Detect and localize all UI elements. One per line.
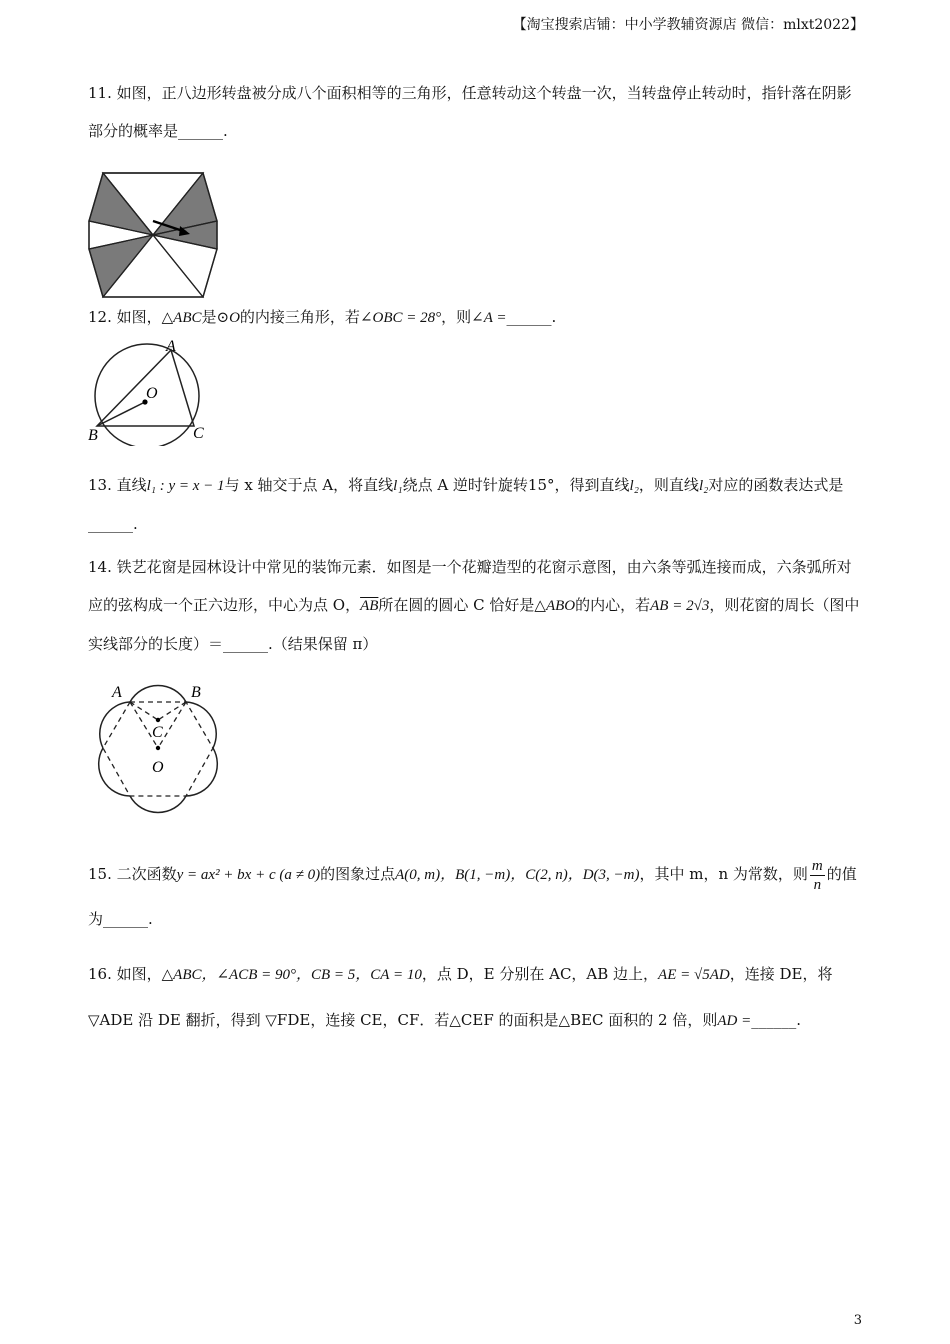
page-number: 3 [853, 1313, 862, 1328]
label-o: O [146, 385, 158, 402]
header-watermark: 【淘宝搜索店铺：中小学教辅资源店 微信：mlxt2022】 [512, 17, 864, 33]
arc-ab: $\overline{AB}$ [360, 598, 379, 614]
label-c: C [193, 425, 204, 442]
question-11 [88, 74, 866, 150]
ae-relation: AE = √5AD [658, 967, 730, 983]
label-c: C [152, 724, 163, 741]
given-points: A(0, m)，B(1, −m)，C(2, n)，D(3, −m) [395, 867, 640, 883]
given-triangle: △ABC，∠ACB = 90°，CB = 5，CA = 10 [161, 967, 422, 983]
question-14: 14. 铁艺花窗是园林设计中常见的装饰元素．如图是一个花瓣造型的花窗示意图，由六条等弧连接而成，六条弧所对应的弦构成一个正六边形，中心为点 O，$\overline{AB}$所在圆的圆心 C 恰好是△ABO的内心，若AB = 2√3，则花窗的周长（图中实线部分的长度）＝______.（结果保留 π） [88, 558, 860, 653]
question-11-text: 11. 如图，正八边形转盘被分成八个面积相等的三角形，任意转动这个转盘一次，当转盘停止转动时，指针落在阴影部分的概率是______. [88, 84, 852, 140]
label-b: B [88, 427, 98, 444]
line-l1-equation: l₁ : y = x − 1 [146, 478, 225, 494]
flower-window-figure [82, 680, 242, 836]
question-13: 13. 直线l₁ : y = x − 1与 x 轴交于点 A，将直线l₁绕点 A 逆时针旋转15°，得到直线l₂，则直线l₂对应的函数表达式是______. [88, 476, 844, 533]
question-12: 12. 如图，△ABC是⊙O的内接三角形，若∠OBC = 28°，则∠A =______. [88, 308, 557, 326]
inscribed-triangle-figure [84, 336, 214, 446]
quadratic-function: y = ax² + bx + c (a ≠ 0) [176, 867, 321, 883]
ad-answer: AD = [717, 1013, 752, 1029]
question-16: 16. 如图，△ABC，∠ACB = 90°，CB = 5，CA = 10，点 D，E 分别在 AC，AB 边上，AE = √5AD，连接 DE，将 ▽ADE 沿 DE 翻折，得到 ▽FDE，连接 CE，CF．若△CEF 的面积是△BEC 面积的 2 倍，则AD =______. [88, 965, 833, 1029]
circle-o: ⊙O [216, 310, 240, 326]
label-a: A [166, 338, 176, 355]
label-a: A [112, 684, 122, 701]
question-15: 15. 二次函数y = ax² + bx + c (a ≠ 0)的图象过点A(0, m)，B(1, −m)，C(2, n)，D(3, −m)，其中 m，n 为常数，则 $\frac{m}{n}$ 的值为______. [88, 857, 857, 928]
label-b: B [191, 684, 201, 701]
angle-a: ∠A = [471, 310, 507, 326]
label-o: O [152, 759, 164, 776]
fraction-m-over-n: $\frac{m}{n}$ [811, 857, 823, 893]
triangle-abc: △ABC [161, 310, 202, 326]
ab-length: AB = 2√3 [650, 598, 710, 614]
octagon-spinner-figure [86, 168, 220, 302]
angle-obc: ∠OBC = 28° [359, 310, 442, 326]
